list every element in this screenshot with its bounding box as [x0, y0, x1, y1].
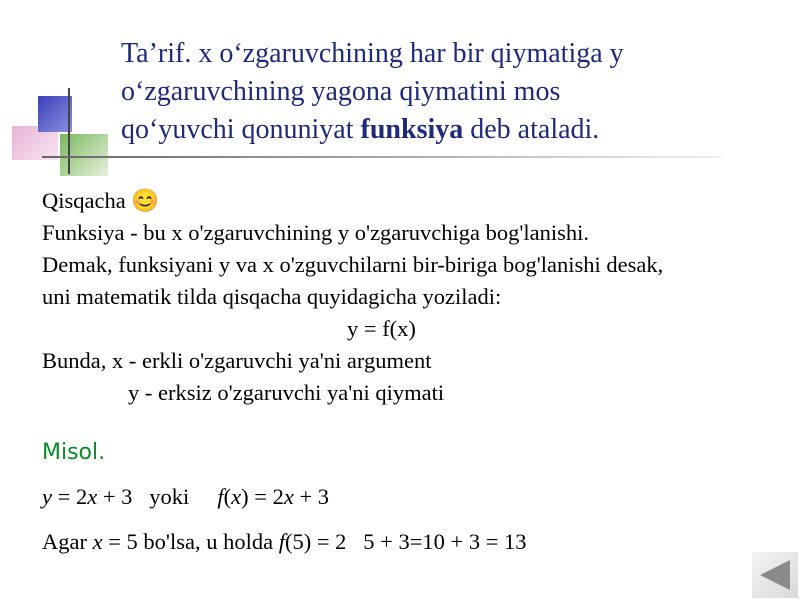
var-x: x — [283, 484, 294, 509]
eval-part: (5) = 2 5 + 3=10 + 3 = 13 — [284, 529, 527, 554]
explanation-line-2: uni matematik tilda qisqacha quyidagicha yoziladi: — [42, 284, 502, 309]
slide-title — [121, 35, 761, 149]
title-line-1: Ta’rif. x o‘zgaruvchining har bir qiymatiga y — [121, 38, 624, 69]
function-formula: y = f(x) — [347, 316, 416, 341]
back-button[interactable] — [752, 552, 798, 598]
title-line-3-end: deb ataladi. — [463, 114, 600, 145]
var-x: x — [231, 484, 242, 509]
title-line-2: o‘zgaruvchining yagona qiymatini mos — [121, 76, 561, 107]
title-keyword: funksiya — [360, 114, 464, 145]
decor-blue-square — [38, 96, 72, 132]
eq-part: + 3 yoki — [97, 484, 218, 509]
back-arrow-icon — [756, 556, 794, 594]
title-line-3-start: qo‘yuvchi qonuniyat — [121, 114, 361, 145]
eq-part: = 2 — [52, 484, 88, 509]
eq-part: ) = 2 — [241, 484, 284, 509]
argument-line: Bunda, x - erkli o'zgaruvchi ya'ni argument — [42, 348, 432, 373]
var-x: x — [92, 529, 103, 554]
var-x: x — [87, 484, 98, 509]
var-y: y — [42, 484, 52, 509]
explanation-line-1: Demak, funksiyani y va x o'zguvchilarni bir-biriga bog'lanishi desak, — [42, 252, 664, 277]
eq-part: ( — [223, 484, 232, 509]
qisqacha-label: Qisqacha 😊 — [42, 188, 160, 213]
eq-part: + 3 — [293, 484, 330, 509]
value-line: y - erksiz o'zgaruvchi ya'ni qiymati — [128, 380, 445, 405]
example-heading: Misol. — [42, 440, 106, 465]
decor-vertical-line — [68, 88, 70, 174]
var-f: f — [278, 529, 285, 554]
var-f: f — [217, 484, 224, 509]
example-evaluation — [42, 527, 527, 557]
eval-part: = 5 bo'lsa, u holda — [102, 529, 279, 554]
definition-line: Funksiya - bu x o'zgaruvchining y o'zgaruvchiga bog'lanishi. — [42, 220, 590, 245]
example-equation — [42, 482, 329, 512]
eval-part: Agar — [42, 529, 93, 554]
title-divider — [42, 156, 722, 158]
